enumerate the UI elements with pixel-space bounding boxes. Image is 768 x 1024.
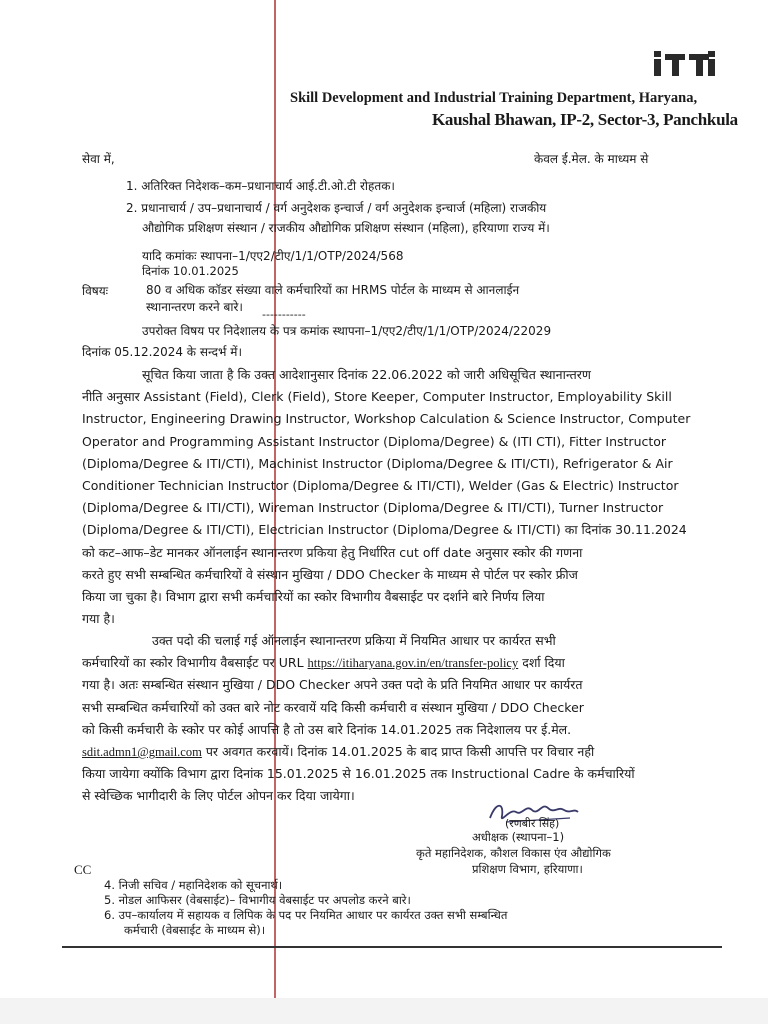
transfer-policy-link[interactable]: https://itiharyana.gov.in/en/transfer-policy: [307, 656, 519, 671]
body-line: को कट–आफ–डेट मानकर ऑनलाईन स्थानान्तरण प्रकिया हेतु निर्धारित cut off date अनुसार स्कोर की गणना: [82, 544, 583, 560]
email-only-note: केवल ई.मेल. के माध्यम से: [534, 152, 649, 166]
footer-rule: [62, 946, 722, 948]
cc-item-6-cont: कर्मचारी (वेबसाईट के माध्यम से)।: [124, 923, 266, 937]
salutation: सेवा में,: [82, 152, 115, 166]
body-line: गया है। अतः सम्बन्धित संस्थान मुखिया / DDO Checker अपने उक्त पदो के प्रति नियमित आधार पर कार्यरत: [82, 677, 583, 693]
cc-label: CC: [74, 862, 92, 877]
body-line: Conditioner Technician Instructor (Diploma/Degree & ITI/CTI), Welder (Gas & Electric) Instructor: [82, 478, 679, 494]
body-line: से स्वेच्छिक भागीदारी के लिए पोर्टल ओपन कर दिया जायेगा।: [82, 788, 355, 804]
body-line: उक्त पदो की चलाई गई ऑनलाईन स्थानान्तरण प्रकिया में नियमित आधार पर कार्यरत सभी: [152, 633, 556, 648]
signatory-name: (रणबीर सिंह): [505, 817, 560, 830]
body-line: किया जा चुका है। विभाग द्वारा सभी कर्मचारियों का स्कोर विभागीय वैबसाईट पर दर्शाने बारे निर्णय लिया: [82, 589, 545, 605]
body-line: (Diploma/Degree & ITI/CTI), Electrician Instructor (Diploma/Degree & ITI/CTI) का दिनांक 30.11.2024: [82, 522, 687, 538]
reference-line-2: दिनांक 05.12.2024 के सन्दर्भ में।: [82, 345, 242, 359]
body-line: गया है।: [82, 611, 115, 627]
body-line: [82, 741, 718, 763]
body-line: Operator and Programming Assistant Instructor (Diploma/Degree) & (ITI CTI), Fitter Instructor: [82, 433, 667, 449]
body-line: (Diploma/Degree & ITI/CTI), Wireman Instructor (Diploma/Degree & ITI/CTI), Turner Instructor: [82, 500, 664, 516]
subject-line-1: 80 व अधिक कॉडर संख्या वाले कर्मचारियों का HRMS पोर्टल के माध्यम से आनलाईन: [146, 283, 520, 297]
body-line-suffix: दर्शा दिया: [522, 655, 565, 671]
signatory-line-3: प्रशिक्षण विभाग, हरियाणा।: [472, 862, 583, 876]
body-paragraph-1: [82, 364, 718, 630]
cc-item-4: 4. निजी सचिव / महानिदेशक को सूचनार्थ।: [104, 878, 283, 892]
body-line: को किसी कर्मचारी के स्कोर पर कोई आपत्ति है तो उस बारे दिनांक 14.01.2025 तक निदेशालय पर ई.मेल.: [82, 721, 572, 737]
body-line: करते हुए सभी सम्बन्धित कर्मचारियों वे संस्थान मुखिया / DDO Checker के माध्यम से पोर्टल पर स्कोर फ्रीज: [82, 566, 578, 582]
body-line: (Diploma/Degree & ITI/CTI), Machinist Instructor (Diploma/Degree & ITI/CTI), Refrigerator & Air: [82, 455, 673, 471]
recipient-2: 2. प्रधानाचार्य / उप–प्रधानाचार्य / वर्ग अनुदेशक इन्चार्ज / वर्ग अनुदेशक इन्चार्ज (महिला) राजकीय: [126, 201, 547, 215]
body-line: सूचित किया जाता है कि उक्त आदेशानुसार दिनांक 22.06.2022 को जारी अधिसूचित स्थानान्तरण: [142, 367, 591, 382]
signatory-line-2: कृते महानिदेशक, कौशल विकास एंव औद्योगिक: [416, 846, 611, 860]
body-line-text: कर्मचारियों का स्कोर विभागीय वैबसाईट पर URL: [82, 655, 304, 671]
body-line: नीति अनुसार Assistant (Field), Clerk (Field), Store Keeper, Computer Instructor, Employability Skill: [82, 389, 672, 405]
body-paragraph-2: [82, 630, 718, 808]
subject-label: विषयः: [82, 284, 109, 298]
dept-address: Kaushal Bhawan, IP-2, Sector-3, Panchkula: [432, 110, 738, 129]
cc-item-6: 6. उप–कार्यालय में सहायक व लिपिक के पद पर नियमित आधार पर कार्यरत उक्त सभी सम्बन्धित: [104, 908, 508, 922]
dept-name: Skill Development and Industrial Training Department, Haryana,: [290, 90, 698, 106]
body-line: किया जायेगा क्योंकि विभाग द्वारा दिनांक 15.01.2025 से 16.01.2025 तक Instructional Cadre के कर्मचारियों: [82, 766, 635, 782]
memo-number: यादि कमांकः स्थापना–1/एए2/टीए/1/1/OTP/2024/568: [142, 249, 404, 263]
body-line-text: पर अवगत करवायें। दिनांक 14.01.2025 के बाद प्राप्त किसी आपत्ति पर विचार नही: [205, 744, 595, 760]
body-line: [82, 652, 718, 674]
iti-logo: [652, 50, 716, 80]
body-line: सभी सम्बन्धित कर्मचारियों को उक्त बारे नोट करवायें यदि किसी कर्मचारी व संस्थान मुखिया / DDO Checker: [82, 699, 584, 715]
recipient-2-cont: औद्योगिक प्रशिक्षण संस्थान / राजकीय औद्योगिक प्रशिक्षण संस्थान (महिला), हरियाणा राज्य में।: [142, 221, 550, 235]
email-link[interactable]: sdit.admn1@gmail.com: [82, 745, 202, 760]
memo-date: दिनांक 10.01.2025: [142, 264, 239, 278]
reference-line-1: उपरोक्त विषय पर निदेशालय के पत्र कमांक स्थापना–1/एए2/टीए/1/1/OTP/2024/22029: [142, 324, 552, 338]
body-line: Instructor, Engineering Drawing Instructor, Workshop Calculation & Science Instructor, Computer: [82, 411, 691, 427]
cc-item-5: 5. नोडल आफिसर (वेबसाईट)– विभागीय वेबसाईट पर अपलोड करने बारे।: [104, 893, 411, 907]
scan-margin: [0, 998, 768, 1024]
signatory-designation: अधीक्षक (स्थापना–1): [472, 830, 565, 844]
subject-line-2: स्थानान्तरण करने बारे।: [146, 300, 243, 314]
recipient-1: 1. अतिरिक्त निदेशक–कम–प्रधानाचार्य आई.टी.ओ.टी रोहतक।: [126, 179, 395, 193]
subject-underline: -----------: [262, 308, 306, 321]
